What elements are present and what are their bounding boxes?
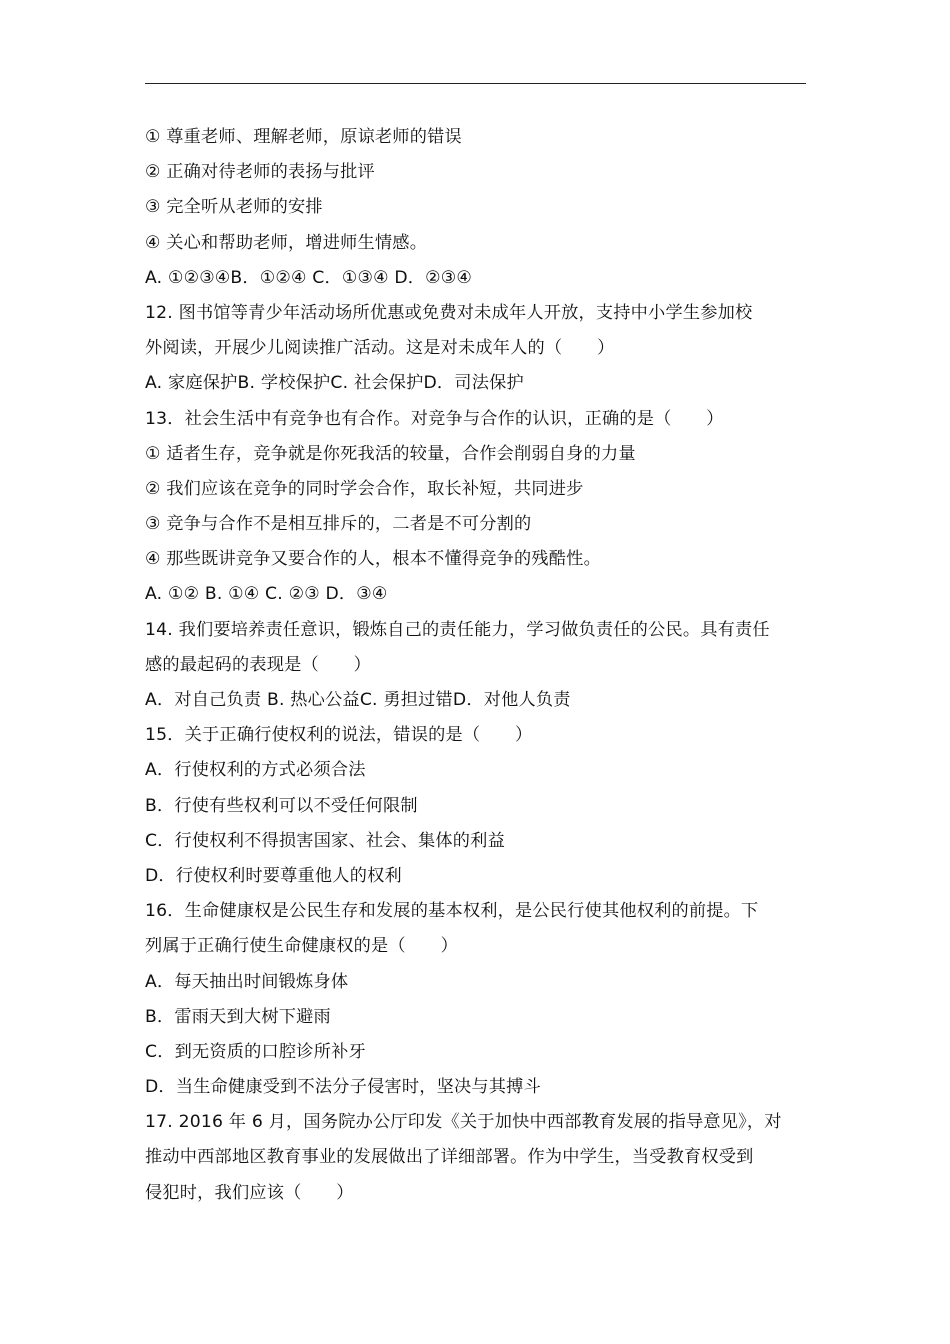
question-12-stem-line-2: 外阅读，开展少儿阅读推广活动。这是对未成年人的（ ） <box>145 338 615 359</box>
question-17-stem-line-2: 推动中西部地区教育事业的发展做出了详细部署。作为中学生，当受教育权受到 <box>145 1147 754 1168</box>
question-15-choice-a: A．行使权利的方式必须合法 <box>145 760 366 781</box>
question-13-statement-4: ④ 那些既讲竞争又要合作的人，根本不懂得竞争的残酷性。 <box>145 549 601 570</box>
question-13-choices: A. ①② B. ①④ C. ②③ D．③④ <box>145 584 388 605</box>
question-13-statement-2: ② 我们应该在竞争的同时学会合作，取长补短，共同进步 <box>145 478 584 499</box>
question-15-choice-d: D．行使权利时要尊重他人的权利 <box>145 865 402 886</box>
question-17-stem-line-3: 侵犯时，我们应该（ ） <box>145 1182 354 1203</box>
option-statement-4: ④ 关心和帮助老师，增进师生情感。 <box>145 232 428 253</box>
question-16-choice-c: C．到无资质的口腔诊所补牙 <box>145 1041 366 1062</box>
question-16-choice-a: A．每天抽出时间锻炼身体 <box>145 971 349 992</box>
question-16-stem-line-1: 16．生命健康权是公民生存和发展的基本权利，是公民行使其他权利的前提。下 <box>145 901 759 922</box>
question-15-stem: 15．关于正确行使权利的说法，错误的是（ ） <box>145 725 533 746</box>
question-14-stem-line-2: 感的最起码的表现是（ ） <box>145 654 372 675</box>
option-statement-3: ③ 完全听从老师的安排 <box>145 197 323 218</box>
question-14-stem-line-1: 14. 我们要培养责任意识，锻炼自己的责任能力，学习做负责任的公民。具有责任 <box>145 619 770 640</box>
question-13-stem: 13．社会生活中有竞争也有合作。对竞争与合作的认识，正确的是（ ） <box>145 408 724 429</box>
option-statement-1: ① 尊重老师、理解老师，原谅老师的错误 <box>145 127 462 147</box>
document-body <box>145 120 806 1211</box>
question-13-statement-1: ① 适者生存，竞争就是你死我活的较量，合作会削弱自身的力量 <box>145 443 636 464</box>
question-14-choices: A．对自己负责 B. 热心公益C. 勇担过错D．对他人负责 <box>145 690 571 710</box>
option-statement-2: ② 正确对待老师的表扬与批评 <box>145 162 375 183</box>
question-13-statement-3: ③ 竞争与合作不是相互排斥的，二者是不可分割的 <box>145 514 532 535</box>
question-16-choice-b: B．雷雨天到大树下避雨 <box>145 1006 331 1027</box>
question-16-stem-line-2: 列属于正确行使生命健康权的是（ ） <box>145 936 458 957</box>
question-15-choice-c: C．行使权利不得损害国家、社会、集体的利益 <box>145 830 505 851</box>
question-11-choices: A. ①②③④B．①②④ C．①③④ D．②③④ <box>145 267 473 288</box>
question-12-stem-line-1: 12. 图书馆等青少年活动场所优惠或免费对未成年人开放，支持中小学生参加校 <box>145 302 753 323</box>
question-17-stem-line-1: 17. 2016 年 6 月，国务院办公厅印发《关于加快中西部教育发展的指导意见》，对 <box>145 1112 782 1133</box>
question-16-choice-d: D．当生命健康受到不法分子侵害时，坚决与其搏斗 <box>145 1077 541 1098</box>
question-12-choices: A. 家庭保护B. 学校保护C. 社会保护D．司法保护 <box>145 373 524 394</box>
question-15-choice-b: B．行使有些权利可以不受任何限制 <box>145 795 418 816</box>
header-rule <box>145 83 806 84</box>
